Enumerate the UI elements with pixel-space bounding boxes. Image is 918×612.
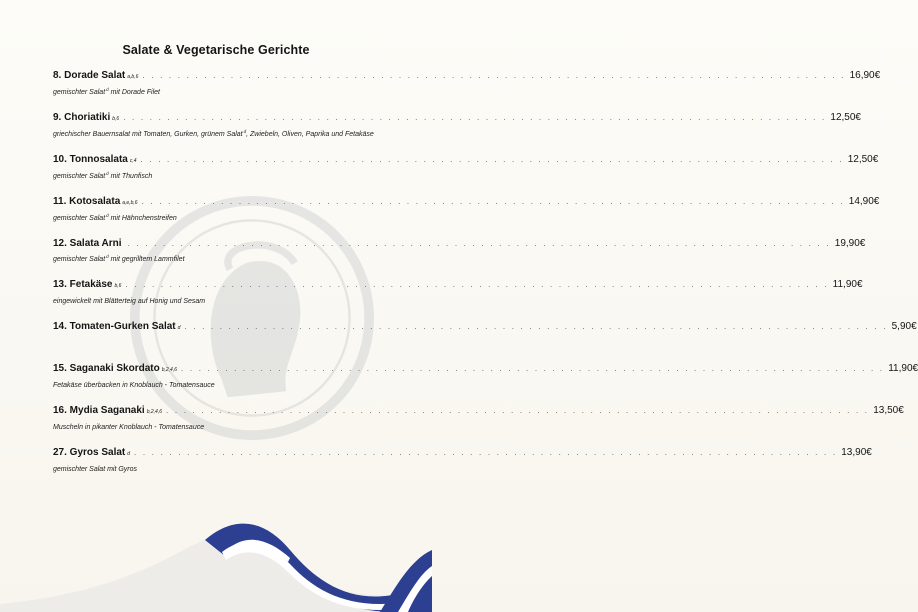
item-price: 12,50€ bbox=[830, 112, 861, 123]
menu-item bbox=[53, 196, 880, 224]
item-description: eingewickelt mit Blätterteig auf Honig und Sesam bbox=[53, 298, 206, 305]
item-description: Fetakäse überbacken in Knoblauch - Tomatensauce bbox=[53, 382, 215, 389]
menu-item bbox=[53, 238, 866, 265]
leader-dots: . . . . . . . . . . . . . . . . . . . . . . . . . . . . . . . . . . . . . . . . . . . . . . . . . . . . . . . . . . . . . . . . . . . . . . . . . . . . . . . . bbox=[166, 406, 870, 415]
item-description: Muscheln in pikanter Knoblauch - Tomatensauce bbox=[53, 424, 205, 431]
item-price: 14,90€ bbox=[848, 196, 880, 207]
allergen-code: d bbox=[177, 325, 181, 331]
leader-dots: . . . . . . . . . . . . . . . . . . . . . . . . . . . . . . . . . . . . . . . . . . . . . . . . . . . . . . . . . . . . . . . . . . . . . . . . . . . . . . . . bbox=[184, 322, 888, 331]
item-description: griechischer Bauernsalat mit Tomaten, Gurken, grünem Salat$^d$, Zwiebeln, Oliven, Paprika und Fetakäse bbox=[53, 129, 374, 138]
item-name: 14. Tomaten-Gurken Salat bbox=[53, 321, 176, 332]
item-description: gemischter Salat$^d$ mit Hähnchenstreifen bbox=[53, 213, 177, 222]
allergen-code: b,2,4,6 bbox=[161, 367, 178, 373]
menu-item bbox=[53, 279, 863, 307]
allergen-code: b,6 bbox=[112, 116, 120, 122]
item-name: 10. Tonnosalata bbox=[53, 154, 128, 165]
item-name: 16. Mydia Saganaki bbox=[53, 405, 145, 416]
greek-flag-ribbon bbox=[0, 500, 432, 612]
leader-dots: . . . . . . . . . . . . . . . . . . . . . . . . . . . . . . . . . . . . . . . . . . . . . . . . . . . . . . . . . . . . . . . . . . . . . . . . . . . . . . . . bbox=[125, 280, 829, 289]
leader-dots: . . . . . . . . . . . . . . . . . . . . . . . . . . . . . . . . . . . . . . . . . . . . . . . . . . . . . . . . . . . . . . . . . . . . . . . . . . . . . . . . bbox=[134, 448, 838, 457]
item-name: 27. Gyros Salat bbox=[53, 447, 126, 458]
allergen-code: b,2,4,6 bbox=[146, 409, 163, 415]
item-name: 13. Fetakäse bbox=[53, 279, 113, 290]
menu-item bbox=[53, 447, 872, 475]
menu-item bbox=[53, 70, 881, 98]
item-price: 11,90€ bbox=[832, 279, 863, 290]
item-name: 15. Saganaki Skordato bbox=[53, 363, 160, 374]
item-name: 12. Salata Arni bbox=[53, 238, 122, 249]
item-name: 8. Dorade Salat bbox=[53, 70, 126, 81]
item-price: 12,50€ bbox=[847, 154, 879, 165]
item-price: 11,90€ bbox=[888, 363, 918, 374]
allergen-code: a,e,b,6 bbox=[122, 200, 138, 206]
item-price: 5,90€ bbox=[891, 321, 917, 332]
item-price: 16,90€ bbox=[849, 70, 881, 81]
item-price: 13,50€ bbox=[873, 405, 904, 416]
leader-dots: . . . . . . . . . . . . . . . . . . . . . . . . . . . . . . . . . . . . . . . . . . . . . . . . . . . . . . . . . . . . . . . . . . . . . . . . . . . . . . . . bbox=[127, 239, 831, 248]
item-price: 13,90€ bbox=[841, 447, 872, 458]
item-description: gemischter Salat$^d$ mit Thunfisch bbox=[53, 171, 153, 180]
page-title: Salate & Vegetarische Gerichte bbox=[122, 43, 310, 57]
item-description: gemischter Salat mit Gyros bbox=[53, 466, 138, 473]
menu-item bbox=[53, 154, 879, 182]
menu-item bbox=[53, 321, 917, 349]
leader-dots: . . . . . . . . . . . . . . . . . . . . . . . . . . . . . . . . . . . . . . . . . . . . . . . . . . . . . . . . . . . . . . . . . . . . . . . . . . . . . . . . bbox=[123, 113, 827, 122]
menu-list bbox=[53, 70, 918, 489]
menu-item bbox=[53, 405, 904, 433]
menu-item bbox=[53, 112, 861, 140]
item-price: 19,90€ bbox=[834, 238, 866, 249]
item-description: gemischter Salat$^d$ mit gegrilltem Lammfilet bbox=[53, 254, 185, 263]
allergen-code: a,b,6 bbox=[127, 74, 139, 80]
menu-item bbox=[53, 363, 918, 391]
allergen-code: d bbox=[127, 451, 131, 457]
leader-dots: . . . . . . . . . . . . . . . . . . . . . . . . . . . . . . . . . . . . . . . . . . . . . . . . . . . . . . . . . . . . . . . . . . . . . . . . . . . . . . . . bbox=[141, 197, 845, 206]
allergen-code: c,4 bbox=[129, 158, 137, 164]
item-name: 11. Kotosalata bbox=[53, 196, 121, 207]
leader-dots: . . . . . . . . . . . . . . . . . . . . . . . . . . . . . . . . . . . . . . . . . . . . . . . . . . . . . . . . . . . . . . . . . . . . . . . . . . . . . . . . bbox=[142, 71, 846, 80]
leader-dots: . . . . . . . . . . . . . . . . . . . . . . . . . . . . . . . . . . . . . . . . . . . . . . . . . . . . . . . . . . . . . . . . . . . . . . . . . . . . . . . . bbox=[181, 364, 885, 373]
item-description bbox=[53, 336, 377, 349]
allergen-code: b,6 bbox=[114, 283, 122, 289]
item-name: 9. Choriatiki bbox=[53, 112, 111, 123]
item-description: gemischter Salat$^d$ mit Dorade Filet bbox=[53, 87, 161, 96]
leader-dots: . . . . . . . . . . . . . . . . . . . . . . . . . . . . . . . . . . . . . . . . . . . . . . . . . . . . . . . . . . . . . . . . . . . . . . . . . . . . . . . . bbox=[140, 155, 844, 164]
